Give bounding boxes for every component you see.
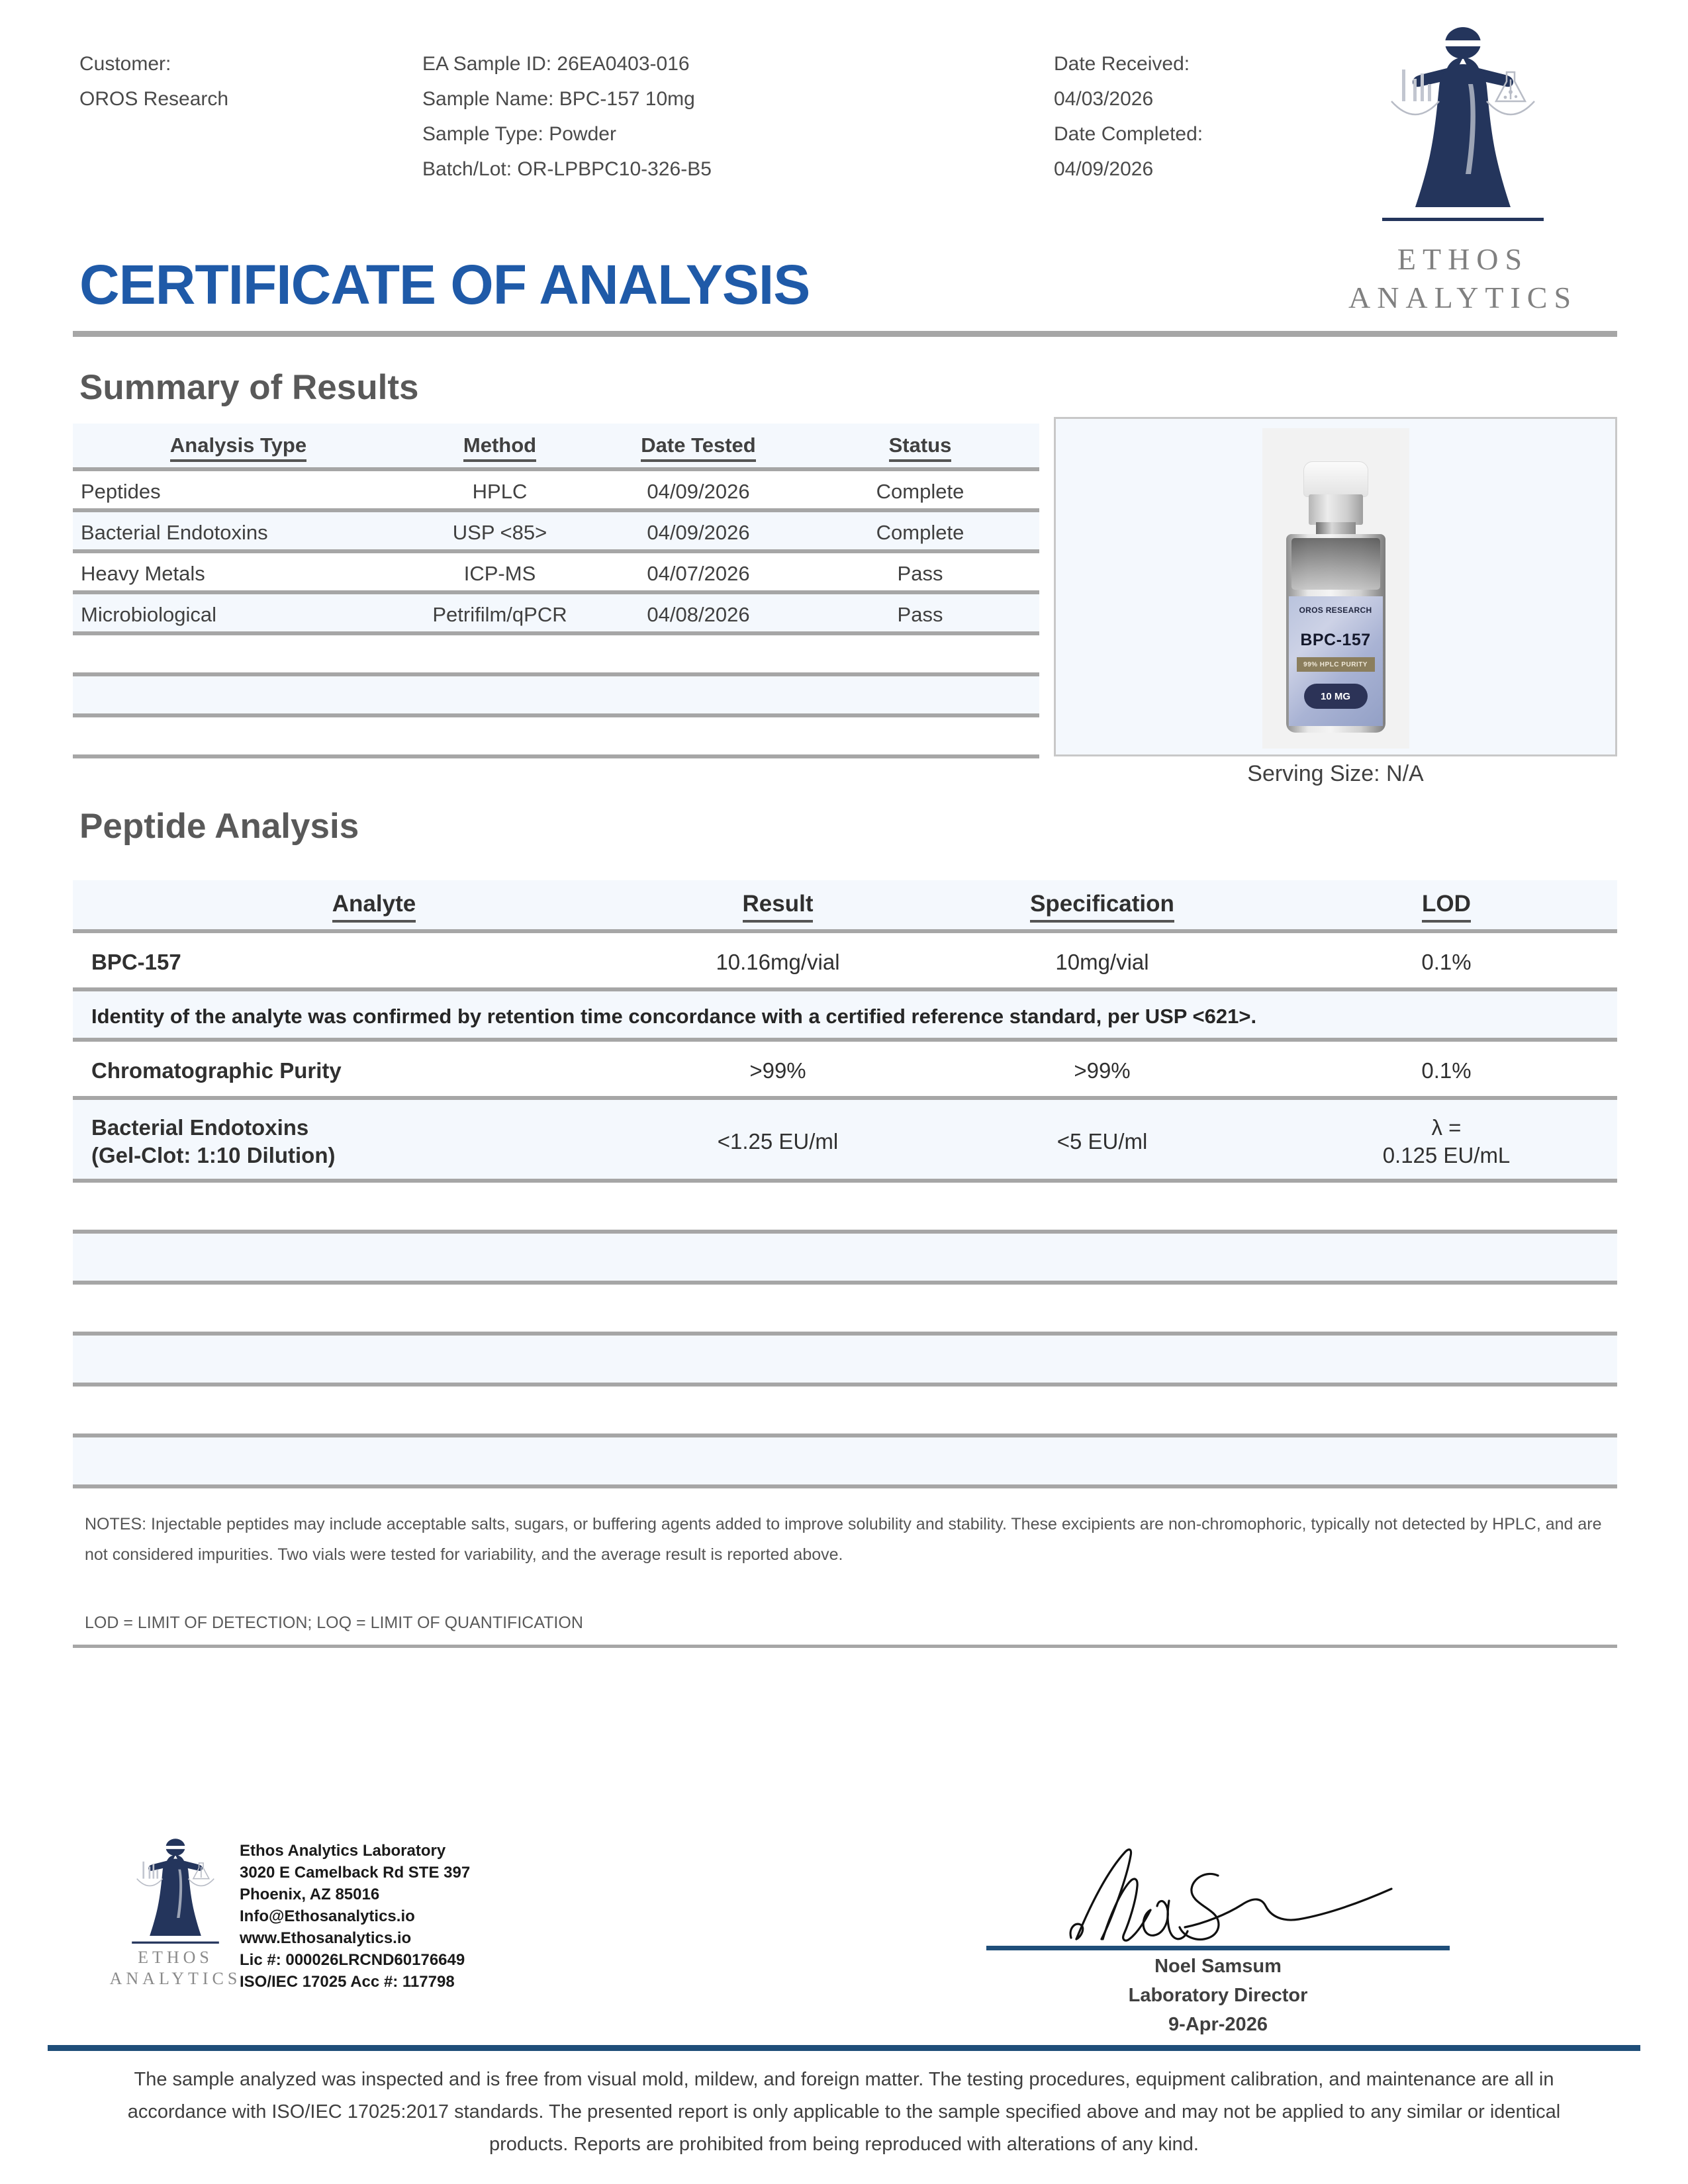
cell-lod (1284, 1100, 1609, 1183)
lod-legend-divider (73, 1645, 1617, 1648)
disclaimer-text: The sample analyzed was inspected and is free from visual mold, mildew, and foreign matter. The testing procedures, equipment calibration, and maintenance are all in accordance with ISO/IEC 17025:2017 standards. The presented report is only applicable to the sample specified above and may not be applied to any similar or identical products. Reports are prohibited from being reproduced with alterations of any kind. (127, 2069, 1561, 2155)
cell-specification: <5 EU/ml (1056, 1128, 1148, 1154)
customer-name: OROS Research (79, 88, 229, 110)
footer-logo-wordmark-ethos: ETHOS (138, 1948, 213, 1967)
lab-name: Ethos Analytics Laboratory (240, 1842, 446, 1860)
cell-analysis-type: Bacterial Endotoxins (81, 521, 268, 544)
cell-lod: 0.1% (1421, 1058, 1472, 1083)
footer-ethos-logo (99, 1837, 252, 1995)
table-row-chromatographic-purity (73, 1042, 1617, 1100)
table-row (73, 512, 1039, 553)
logo-wordmark-analytics: ANALYTICS (1348, 281, 1578, 314)
cell-date-tested: 04/09/2026 (647, 521, 750, 544)
cell-analyte-line2: (Gel-Clot: 1:10 Dilution) (91, 1142, 336, 1167)
cell-status: Pass (897, 562, 943, 585)
cell-analyte: Chromatographic Purity (91, 1058, 342, 1083)
table-row (73, 635, 1039, 676)
table-row (73, 1285, 1617, 1336)
vial-label-purity-band: 99% HPLC PURITY (1297, 657, 1375, 672)
column-header-specification: Specification (920, 880, 1284, 933)
cell-date-tested: 04/07/2026 (647, 562, 750, 585)
table-row (73, 1437, 1617, 1488)
table-row (73, 676, 1039, 717)
footer-divider (48, 2045, 1640, 2051)
peptide-analysis-table (73, 880, 1617, 1488)
table-row (73, 1387, 1617, 1437)
sample-type: Sample Type: Powder (422, 123, 616, 145)
vial-label (1289, 596, 1383, 726)
cell-method: HPLC (472, 480, 528, 503)
table-header-row (73, 880, 1617, 933)
cell-result: 10.16mg/vial (716, 950, 840, 974)
lady-justice-scales-icon (113, 1837, 238, 1958)
signer-name: Noel Samsum (1154, 1956, 1282, 1977)
table-row (73, 594, 1039, 635)
cell-analysis-type: Peptides (81, 480, 161, 503)
date-received-value: 04/03/2026 (1054, 88, 1154, 110)
footer-logo-wordmark-analytics: ANALYTICS (109, 1969, 242, 1988)
cell-analyte: BPC-157 (91, 950, 181, 974)
cell-lod-value: 0.125 EU/mL (1382, 1142, 1511, 1167)
column-header-result: Result (635, 880, 920, 933)
cell-status: Complete (876, 480, 964, 503)
cell-analyte-line1: Bacterial Endotoxins (91, 1115, 309, 1140)
table-rule (73, 754, 1039, 758)
column-header-status: Status (801, 424, 1039, 471)
date-received-label: Date Received: (1054, 53, 1190, 75)
table-row (73, 471, 1039, 512)
ea-sample-id: EA Sample ID: 26EA0403-016 (422, 53, 690, 75)
customer-info-block (79, 46, 228, 116)
handwritten-signature-icon (986, 1827, 1450, 1946)
cell-result: <1.25 EU/ml (717, 1128, 839, 1154)
cell-specification: >99% (1074, 1058, 1131, 1083)
lab-website[interactable]: www.Ethosanalytics.io (240, 1929, 412, 1947)
cell-lod: 0.1% (1421, 950, 1472, 974)
dates-block (1054, 46, 1203, 187)
sample-info-block (422, 46, 712, 187)
lady-justice-scales-icon (1350, 23, 1575, 245)
vial-cap (1303, 461, 1368, 497)
page-title: CERTIFICATE OF ANALYSIS (79, 253, 810, 316)
logo-wordmark-ethos: ETHOS (1397, 242, 1529, 276)
lod-legend-text: LOD = LIMIT OF DETECTION; LOQ = LIMIT OF QUANTIFICATION (85, 1614, 583, 1632)
product-image-panel (1054, 417, 1617, 756)
cell-analysis-type: Heavy Metals (81, 562, 205, 585)
cell-method: USP <85> (452, 521, 547, 544)
cell-result: >99% (749, 1058, 806, 1083)
cell-specification: 10mg/vial (1055, 950, 1149, 974)
peptide-section-heading: Peptide Analysis (79, 807, 359, 846)
table-row (73, 1234, 1617, 1285)
identity-statement-text: Identity of the analyte was confirmed by retention time concordance with a certified reference standard, per USP <621>. (91, 1005, 1257, 1028)
vial-body (1286, 534, 1385, 733)
cell-method: Petrifilm/qPCR (432, 603, 567, 626)
product-vial-icon (1262, 428, 1409, 749)
signer-role: Laboratory Director (1128, 1985, 1308, 2006)
title-divider (73, 331, 1617, 337)
table-row-bacterial-endotoxins (73, 1100, 1617, 1183)
sample-name: Sample Name: BPC-157 10mg (422, 88, 695, 110)
column-header-analyte: Analyte (113, 880, 635, 933)
table-row (73, 1336, 1617, 1387)
column-header-method: Method (404, 424, 596, 471)
lab-street: 3020 E Camelback Rd STE 397 (240, 1864, 471, 1882)
lab-email[interactable]: Info@Ethosanalytics.io (240, 1907, 415, 1925)
cell-status: Pass (897, 603, 943, 626)
customer-label: Customer: (79, 53, 171, 75)
vial-label-brand: OROS RESEARCH (1299, 606, 1372, 615)
table-row (73, 1183, 1617, 1234)
table-rule (73, 1484, 1617, 1488)
summary-of-results-table (73, 424, 1039, 758)
cell-date-tested: 04/09/2026 (647, 480, 750, 503)
serving-size-label: Serving Size: N/A (1247, 761, 1424, 786)
signature-divider (986, 1946, 1450, 1950)
lab-iso-accreditation: ISO/IEC 17025 Acc #: 117798 (240, 1973, 455, 1991)
column-header-lod: LOD (1284, 880, 1609, 933)
lab-license-number: Lic #: 000026LRCND60176649 (240, 1951, 465, 1969)
column-header-date-tested: Date Tested (596, 424, 801, 471)
cell-date-tested: 04/08/2026 (647, 603, 750, 626)
cell-analysis-type: Microbiological (81, 603, 217, 626)
lab-address-block (240, 1840, 470, 1993)
summary-section-heading: Summary of Results (79, 368, 419, 407)
ethos-analytics-logo (1321, 23, 1605, 314)
date-completed-label: Date Completed: (1054, 123, 1203, 145)
signed-date: 9-Apr-2026 (1168, 2014, 1268, 2035)
table-header-row (73, 424, 1039, 471)
cell-status: Complete (876, 521, 964, 544)
vial-powder-contents (1291, 538, 1380, 590)
vial-crimp-seal (1309, 494, 1363, 525)
cell-method: ICP-MS (463, 562, 536, 585)
batch-lot: Batch/Lot: OR-LPBPC10-326-B5 (422, 158, 712, 180)
notes-text: NOTES: Injectable peptides may include acceptable salts, sugars, or buffering agents added to improve solubility and stability. These excipients are non-chromophoric, typically not detected by HPLC, and are not considered impurities. Two vials were tested for variability, and the average result is reported above. (85, 1515, 1602, 1564)
table-row (73, 553, 1039, 594)
date-completed-value: 04/09/2026 (1054, 158, 1154, 180)
cell-analyte (91, 1100, 614, 1183)
column-header-analysis-type: Analysis Type (73, 424, 404, 471)
vial-label-product-name: BPC-157 (1300, 631, 1371, 649)
cell-lod-lambda: λ = (1431, 1115, 1462, 1140)
lab-city-state-zip: Phoenix, AZ 85016 (240, 1886, 380, 1903)
table-row (73, 717, 1039, 758)
table-row-bpc157 (73, 933, 1617, 991)
table-row-identity-statement (73, 991, 1617, 1042)
vial-label-dose-badge: 10 MG (1304, 684, 1368, 709)
